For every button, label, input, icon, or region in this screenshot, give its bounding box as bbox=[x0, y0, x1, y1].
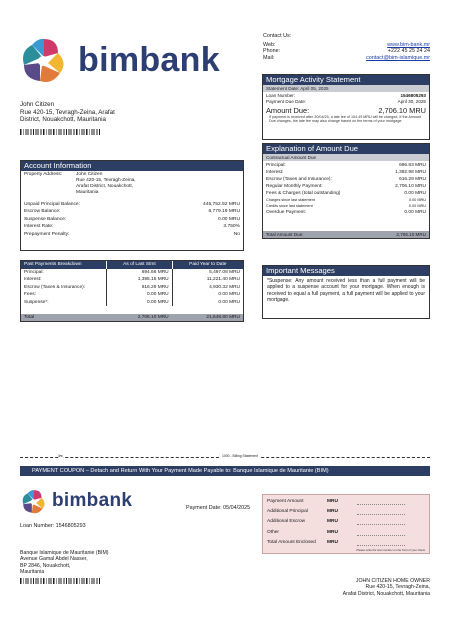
past-payment-last: 0.00 MRU bbox=[106, 299, 171, 306]
amount-due-value: 2,706.10 MRU bbox=[378, 105, 426, 115]
web-label: Web: bbox=[263, 41, 276, 48]
coupon-rows bbox=[263, 495, 429, 548]
explanation-rows bbox=[263, 162, 429, 217]
past-payments-row bbox=[21, 284, 243, 291]
account-value: 445,752.92 MRU bbox=[203, 202, 240, 207]
coupon-row-unit: MRU bbox=[327, 539, 338, 545]
coupon-row-label: Other bbox=[267, 529, 279, 535]
owner-address bbox=[270, 578, 430, 597]
coupon-row bbox=[263, 528, 429, 538]
past-payment-ytd: 4,930.32 MRU bbox=[172, 284, 243, 291]
explanation-row bbox=[263, 176, 429, 183]
account-rows bbox=[21, 201, 243, 238]
past-payments-total-label: Total bbox=[24, 315, 35, 320]
coupon-table-note: Please write the loan number on the front of your check bbox=[356, 547, 425, 552]
explanation-label: Regular Monthly Payment: bbox=[266, 184, 323, 190]
explanation-value: 0.00 MRU bbox=[408, 204, 426, 209]
account-label: Interest Rate: bbox=[24, 224, 54, 230]
account-label: Unpaid Principal Balance: bbox=[24, 202, 81, 207]
postal-barcode bbox=[20, 129, 100, 135]
past-payments-table bbox=[20, 260, 244, 322]
customer-address bbox=[20, 101, 200, 135]
coupon-amount-field[interactable] bbox=[357, 518, 405, 525]
explanation-label: Fees & Charges (total outstanding) bbox=[266, 191, 341, 197]
account-value: 0.00 MRU bbox=[217, 216, 240, 222]
past-payment-last: 0.00 MRU bbox=[106, 291, 171, 298]
past-payment-label: Suspense*: bbox=[24, 299, 49, 305]
account-row bbox=[21, 231, 243, 238]
important-messages-body: *Suspense: Any amount received less than a full payment will be applied to a suspense account for your mortgage. When enough is received to equal a full payment, a full payment will be applied to your mortgage. bbox=[267, 278, 425, 303]
contact-block bbox=[263, 33, 430, 61]
owner-address-line: Rue 420-15, Tevragh-Zeina, bbox=[365, 584, 430, 591]
customer-address-line1: Rue 420-15, Tevragh-Zeina, Arafat bbox=[20, 108, 115, 116]
billing-statement-label: 1000 - Billing Statement bbox=[222, 454, 258, 458]
coupon-amount-field[interactable] bbox=[357, 498, 405, 505]
customer-address-line2: District, Nouakchott, Mauritania bbox=[20, 116, 106, 124]
account-value: 6,779.19 MRU bbox=[208, 209, 240, 215]
explanation-row bbox=[263, 183, 429, 190]
past-payments-row bbox=[21, 269, 243, 276]
bank-address-line: Avenue Gamal Abdel Nasser, bbox=[20, 556, 88, 563]
due-date-value: April 30, 2025 bbox=[397, 99, 426, 105]
coupon-row-unit: MRU bbox=[327, 529, 338, 535]
loan-number-label: Loan Number: bbox=[266, 93, 296, 98]
past-payment-label: Interest: bbox=[24, 277, 42, 283]
past-payments-row bbox=[21, 291, 243, 298]
important-messages-box bbox=[262, 265, 430, 319]
account-information-title: Account Information bbox=[21, 161, 243, 171]
past-payments-header: Past Payments Breakdown bbox=[24, 262, 82, 267]
coupon-amount-field[interactable] bbox=[357, 508, 405, 515]
bimbank-flower-icon bbox=[18, 35, 70, 87]
property-address-line: Arafat District, Nouakchott, bbox=[76, 184, 134, 189]
amount-due-label: Amount Due: bbox=[266, 105, 310, 115]
past-payment-ytd: 0.00 MRU bbox=[172, 299, 243, 306]
owner-address-line: Arafat District, Nouakchott, Mauritania bbox=[342, 590, 430, 597]
bimbank-wordmark: bimbank bbox=[78, 41, 220, 79]
explanation-label: Escrow (Taxes and Insurance): bbox=[266, 177, 332, 183]
explanation-value: 2,706.10 MRU bbox=[395, 184, 426, 190]
property-address-line: Mauritania bbox=[76, 190, 99, 195]
important-messages-title: Important Messages bbox=[263, 266, 429, 276]
explanation-value: 1,392.98 MRU bbox=[395, 170, 426, 176]
coupon-cut-line bbox=[20, 454, 430, 463]
account-row bbox=[21, 223, 243, 230]
account-value: No bbox=[233, 231, 240, 237]
past-payment-label: Fees: bbox=[24, 292, 36, 298]
coupon-row-label: Payment Amount bbox=[267, 499, 304, 504]
statement-title: Mortgage Activity Statement bbox=[263, 75, 429, 85]
statement-date: Statement Date: April 05, 2025 bbox=[263, 85, 429, 92]
coupon-row-unit: MRU bbox=[327, 509, 338, 515]
explanation-row bbox=[263, 190, 429, 197]
explanation-label: Principal: bbox=[266, 163, 286, 168]
past-payment-last: 694.66 MRU bbox=[106, 269, 171, 276]
past-payments-row bbox=[21, 299, 243, 306]
explanation-value: 0.00 MRU bbox=[404, 191, 426, 197]
total-due-value: 2,706.10 MRU bbox=[396, 232, 426, 237]
account-row bbox=[21, 216, 243, 223]
explanation-row bbox=[263, 209, 429, 216]
phone-value: +222 45 25 24 24 bbox=[387, 48, 430, 55]
scissors-icon: ✂ bbox=[58, 454, 64, 460]
account-label: Prepayment Penalty: bbox=[24, 231, 70, 237]
past-payments-row bbox=[21, 276, 243, 283]
coupon-row-unit: MRU bbox=[327, 499, 338, 504]
property-address-label: Property Address: bbox=[24, 172, 63, 177]
coupon-row bbox=[263, 538, 429, 548]
property-address-value bbox=[76, 172, 136, 196]
coupon-row bbox=[263, 507, 429, 517]
property-address-line: John Citizen bbox=[76, 172, 103, 177]
account-label: Escrow Balance: bbox=[24, 209, 61, 215]
coupon-row-label: Additional Principal bbox=[267, 509, 308, 515]
bank-address-line: BP 2846, Nouakchott, bbox=[20, 562, 71, 569]
coupon-row-label: Total Amount Enclosed bbox=[267, 539, 316, 545]
account-value: 3.750% bbox=[223, 224, 240, 230]
coupon-amount-field[interactable] bbox=[357, 529, 405, 536]
contractual-amount-heading: Contractual Amount Due bbox=[263, 154, 429, 161]
explanation-row bbox=[263, 162, 429, 169]
past-payments-rows bbox=[21, 269, 243, 306]
explanation-value: 0.00 MRU bbox=[408, 198, 426, 203]
due-date-label: Payment Due Date: bbox=[266, 99, 307, 105]
past-payment-last: 1,395.15 MRU bbox=[106, 276, 171, 283]
mail-label: Mail: bbox=[263, 54, 275, 61]
coupon-row-label: Additional Escrow bbox=[267, 519, 306, 525]
explanation-title: Explanation of Amount Due bbox=[263, 144, 429, 154]
account-information-box bbox=[20, 160, 244, 251]
explanation-label: Credits since last statement bbox=[266, 204, 313, 209]
bank-address-line: Banque Islamique de Mauritanie (BIM) bbox=[20, 550, 109, 556]
explanation-value: 616.29 MRU bbox=[399, 177, 426, 183]
coupon-row-unit: MRU bbox=[327, 519, 338, 525]
bank-address bbox=[20, 550, 180, 584]
past-payment-label: Escrow (Taxes & Insurance): bbox=[24, 284, 86, 290]
coupon-payment-date: Payment Date: 05/04/2025 bbox=[186, 505, 251, 511]
bank-barcode bbox=[20, 578, 100, 584]
explanation-row bbox=[263, 169, 429, 176]
past-payments-total-last: 2,706.10 MRU bbox=[137, 315, 169, 320]
late-fee-note: If payment is received after 30/04/25, a late fee of 104.49 MRU will be charged. If the Amount Due changes, the late fee may also change based on the terms of your mortgage. bbox=[269, 114, 422, 124]
coupon-row bbox=[263, 517, 429, 527]
as-of-last-stmt-header: As of Last Stmt bbox=[106, 261, 171, 269]
account-row bbox=[21, 201, 243, 208]
bank-address-line: Mauritania bbox=[20, 568, 45, 575]
bimbank-flower-icon bbox=[20, 488, 48, 516]
account-label: Suspense Balance: bbox=[24, 216, 67, 222]
coupon-loan-number: Loan Number: 1546805293 bbox=[20, 523, 86, 529]
explanation-label: Interest: bbox=[266, 170, 284, 176]
total-due-label: Total Amount Due: bbox=[266, 232, 304, 237]
payment-coupon-banner: PAYMENT COUPON – Detach and Return With Your Payment Made Payable to: Banque Islamique de Mauritanie (BIM) bbox=[20, 466, 430, 476]
bank-address-lines bbox=[20, 550, 180, 575]
coupon-payment-table bbox=[262, 494, 430, 554]
coupon-amount-field[interactable] bbox=[357, 539, 405, 546]
coupon-row bbox=[263, 497, 429, 507]
past-payment-last: 616.29 MRU bbox=[106, 284, 171, 291]
explanation-value: 696.83 MRU bbox=[399, 163, 426, 168]
explanation-label: Charges since last statement bbox=[266, 198, 315, 203]
phone-label: Phone: bbox=[263, 48, 281, 55]
past-payment-ytd: 5,497.08 MRU bbox=[172, 269, 243, 276]
contact-heading: Contact Us: bbox=[263, 33, 292, 39]
bank-logo bbox=[18, 35, 218, 90]
mail-link[interactable]: contact@bim-islamique.mr bbox=[366, 54, 430, 61]
property-address-line: Rue 420-15, Tevragh-Zeina, bbox=[76, 178, 136, 183]
account-row bbox=[21, 208, 243, 215]
explanation-box bbox=[262, 143, 430, 239]
past-payment-ytd: 0.00 MRU bbox=[172, 291, 243, 298]
coupon-logo bbox=[20, 488, 133, 518]
past-payment-ytd: 11,221.40 MRU bbox=[172, 276, 243, 283]
mortgage-statement-box bbox=[262, 74, 430, 140]
past-payments-total-ytd: 21,648.80 MRU bbox=[206, 315, 240, 320]
bimbank-wordmark: bimbank bbox=[52, 490, 133, 511]
loan-number-value: 1546805293 bbox=[400, 93, 426, 98]
past-payment-label: Principal: bbox=[24, 270, 44, 275]
web-link[interactable]: www.bim-bank.mr bbox=[387, 41, 430, 48]
paid-ytd-header: Paid Year to Date bbox=[172, 261, 243, 269]
owner-address-line: JOHN CITIZEN HOME OWNER bbox=[355, 578, 430, 584]
explanation-value: 0.00 MRU bbox=[404, 210, 426, 216]
explanation-label: Overdue Payment: bbox=[266, 210, 306, 216]
customer-name: John Citizen bbox=[20, 101, 55, 108]
